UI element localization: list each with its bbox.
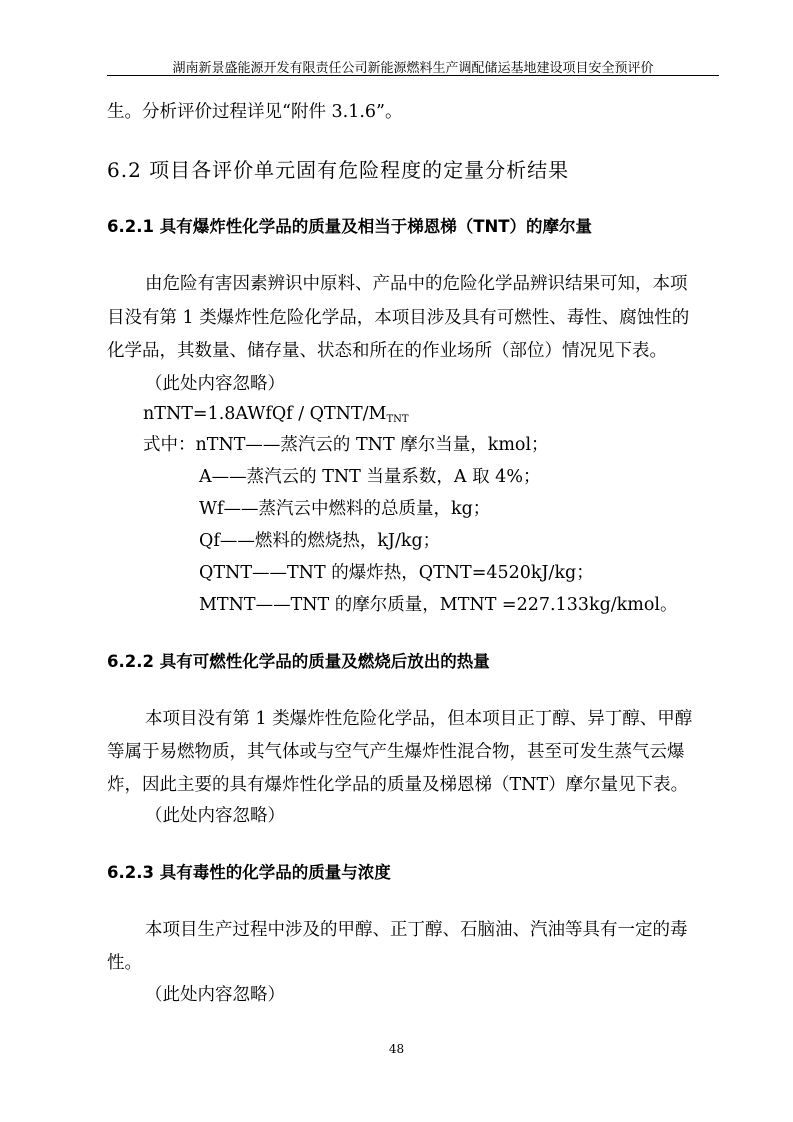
paragraph-line: 由危险有害因素辨识中原料、产品中的危险化学品辨识结果可知，本项 [145, 274, 688, 294]
formula-where-line: Qf——燃料的燃烧热，kJ/kg； [199, 531, 441, 551]
paragraph-line: 性。 [107, 953, 142, 973]
section-6-2-3-heading: 6.2.3 具有毒性的化学品的质量与浓度 [107, 863, 391, 882]
omitted-note: （此处内容忽略） [145, 985, 285, 1005]
section-6-2-2-heading: 6.2.2 具有可燃性化学品的质量及燃烧后放出的热量 [107, 652, 490, 671]
formula-where-line: Wf——蒸汽云中燃料的总质量，kg； [199, 499, 491, 519]
paragraph-line: 本项目生产过程中涉及的甲醇、正丁醇、石脑油、汽油等具有一定的毒 [145, 920, 688, 940]
paragraph-line: 等属于易燃物质，其气体或与空气产生爆炸性混合物，甚至可发生蒸气云爆 [107, 742, 685, 762]
formula-where-line: MTNT——TNT 的摩尔质量，MTNT =227.133kg/kmol。 [199, 595, 678, 615]
omitted-note: （此处内容忽略） [145, 806, 285, 826]
paragraph-line: 化学品，其数量、储存量、状态和所在的作业场所（部位）情况见下表。 [107, 341, 667, 361]
header-rule [107, 75, 719, 76]
section-6-2-heading: 6.2 项目各评价单元固有危险程度的定量分析结果 [107, 158, 570, 182]
formula [143, 406, 409, 425]
formula-where-line: A——蒸汽云的 TNT 当量系数，A 取 4%； [199, 467, 541, 487]
paragraph-line: 目没有第 1 类爆炸性危险化学品，本项目涉及具有可燃性、毒性、腐蚀性的 [107, 308, 690, 328]
formula-where-line: 式中：nTNT——蒸汽云的 TNT 摩尔当量，kmol； [143, 435, 549, 455]
formula-main: nTNT=1.8AWfQf / QTNT/M [143, 404, 387, 424]
intro-line: 生。分析评价过程详见“附件 3.1.6”。 [107, 102, 403, 122]
paragraph-line: 本项目没有第 1 类爆炸性危险化学品，但本项目正丁醇、异丁醇、甲醇 [145, 709, 693, 729]
running-header: 湖南新景盛能源开发有限责任公司新能源燃料生产调配储运基地建设项目安全预评价 [172, 61, 654, 76]
page-number: 48 [388, 1042, 405, 1056]
formula-where-line: QTNT——TNT 的爆炸热，QTNT=4520kJ/kg； [199, 563, 594, 583]
section-6-2-1-heading: 6.2.1 具有爆炸性化学品的质量及相当于梯恩梯（TNT）的摩尔量 [107, 217, 593, 236]
paragraph-line: 炸，因此主要的具有爆炸性化学品的质量及梯恩梯（TNT）摩尔量见下表。 [107, 775, 689, 795]
formula-subscript: TNT [386, 414, 409, 425]
omitted-note: （此处内容忽略） [145, 374, 285, 394]
